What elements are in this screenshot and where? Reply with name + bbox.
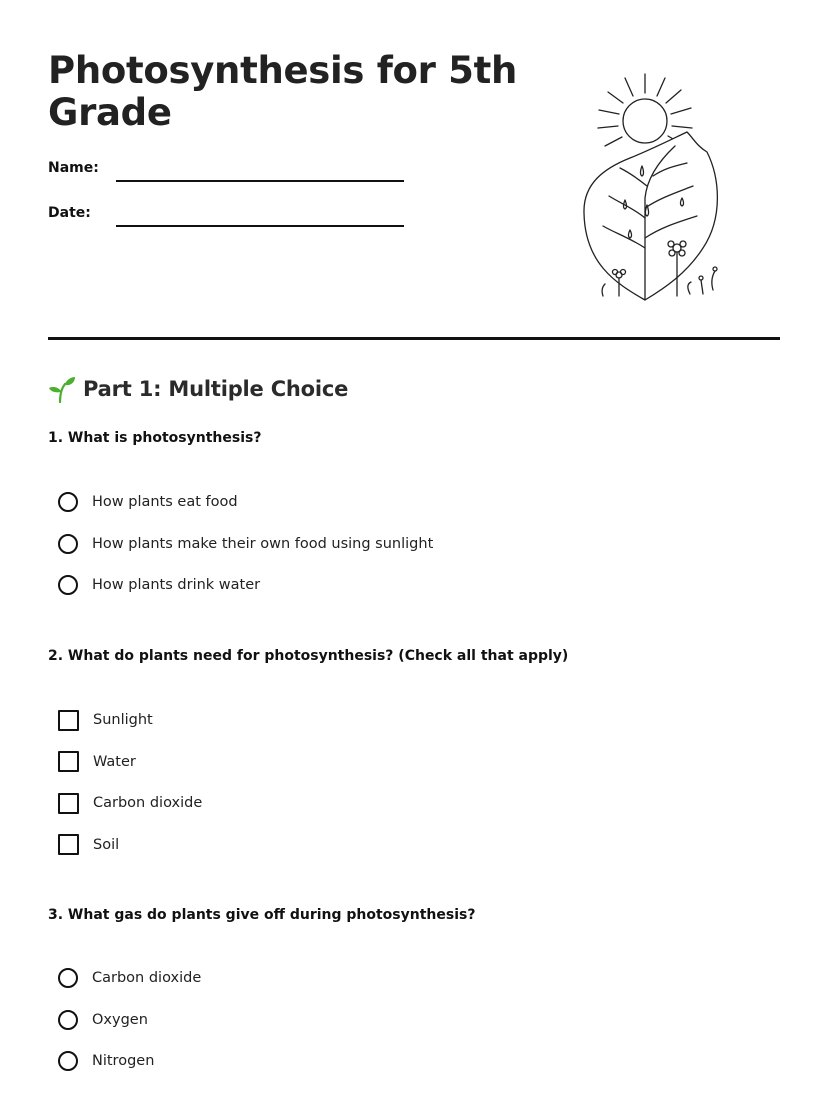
- checkbox[interactable]: [58, 834, 79, 855]
- question-text: 3. What gas do plants give off during photosynthesis?: [48, 907, 476, 923]
- option-label: Sunlight: [93, 712, 153, 728]
- page-title: Photosynthesis for 5th Grade: [48, 49, 518, 134]
- checkbox-option[interactable]: [58, 832, 658, 858]
- radio-button[interactable]: [58, 534, 78, 554]
- radio-option[interactable]: [58, 965, 658, 991]
- option-label: Nitrogen: [92, 1053, 155, 1069]
- name-line[interactable]: [116, 180, 404, 182]
- radio-option[interactable]: [58, 489, 658, 515]
- question-3: [48, 905, 788, 1105]
- section-header: [48, 374, 348, 404]
- option-label: Soil: [93, 836, 120, 853]
- name-label: Name:: [48, 160, 99, 176]
- radio-button[interactable]: [58, 492, 78, 512]
- radio-button[interactable]: [58, 575, 78, 595]
- question-text: 1. What is photosynthesis?: [48, 430, 262, 446]
- checkbox[interactable]: [58, 710, 79, 731]
- option-label: Carbon dioxide: [93, 795, 203, 811]
- section-title: Part 1: Multiple Choice: [83, 377, 349, 401]
- option-label: Water: [93, 753, 136, 770]
- question-2: [48, 646, 788, 853]
- radio-option[interactable]: [58, 572, 658, 598]
- option-label: Carbon dioxide: [92, 970, 202, 986]
- checkbox[interactable]: [58, 751, 79, 772]
- question-1: [48, 428, 788, 628]
- date-line[interactable]: [116, 225, 404, 227]
- section-divider: [48, 337, 780, 340]
- radio-button[interactable]: [58, 1010, 78, 1030]
- option-label: How plants eat food: [92, 494, 238, 510]
- checkbox-option[interactable]: [58, 749, 658, 775]
- radio-option[interactable]: [58, 1007, 658, 1033]
- radio-button[interactable]: [58, 1051, 78, 1071]
- question-text: 2. What do plants need for photosynthesis? (Check all that apply): [48, 648, 569, 664]
- option-label: How plants make their own food using sunlight: [92, 535, 434, 552]
- radio-option[interactable]: [58, 531, 658, 557]
- date-label: Date:: [48, 205, 91, 221]
- radio-option[interactable]: [58, 1048, 658, 1074]
- radio-button[interactable]: [58, 968, 78, 988]
- checkbox-option[interactable]: [58, 707, 658, 733]
- option-label: Oxygen: [92, 1011, 148, 1028]
- checkbox[interactable]: [58, 793, 79, 814]
- option-label: How plants drink water: [92, 577, 261, 593]
- checkbox-option[interactable]: [58, 790, 658, 816]
- seedling-icon: [48, 375, 76, 403]
- sun-leaf-illustration: [575, 68, 725, 308]
